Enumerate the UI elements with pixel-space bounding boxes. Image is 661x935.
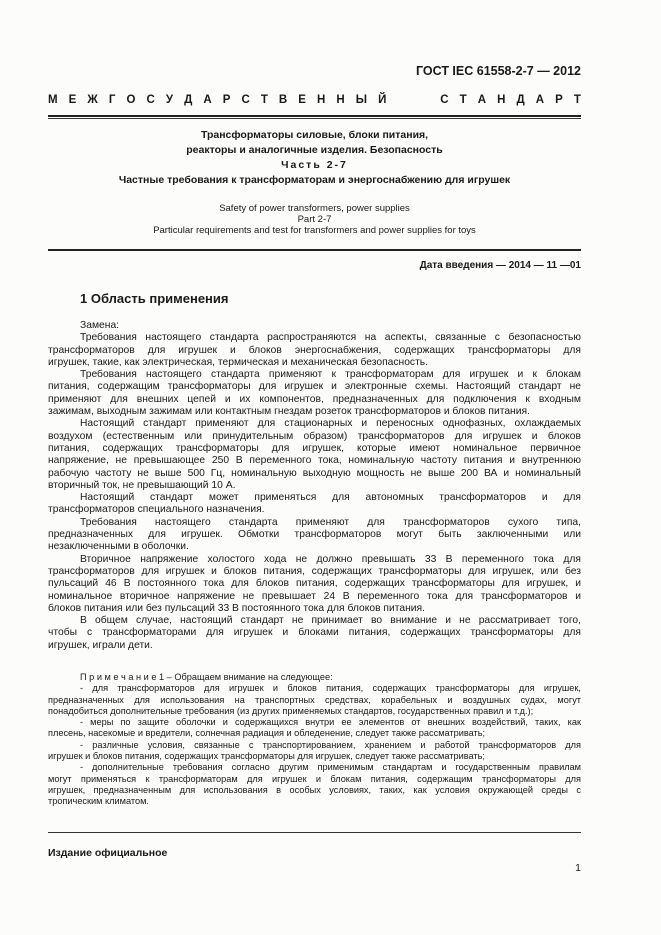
text-line: игрушек, предназначенным для использования в особых условиях, таких, как условия окружающей среды с [48, 784, 581, 795]
text-line: пульсаций 46 В постоянного тока для блоков питания, содержащих трансформаторы для игрушек, и [48, 578, 581, 590]
heading-letter: В [278, 94, 288, 106]
heading-letter: Н [317, 94, 326, 106]
title-en-line-1: Safety of power transformers, power supplies [219, 203, 410, 214]
heading-letter: Ж [87, 94, 98, 106]
title-line-1: Трансформаторы силовые, блоки питания, [200, 129, 429, 141]
heading-letter: Ы [355, 94, 368, 106]
text-line: номинальное вторичное напряжение не превышает 24 В переменного тока для трансформаторов и [48, 590, 581, 602]
text-line: понадобиться дополнительные требования (из других применяемых стандартов, государственных правил и т.д.); [48, 705, 534, 716]
title-rule [48, 249, 581, 251]
text-line: Вторичное напряжение холостого хода не должно превышать 33 В переменного тока для [80, 553, 581, 565]
text-line: предназначенных для игрушек. Обмотки трансформаторов могут быть заключенными или [48, 529, 581, 541]
title-russian [48, 128, 581, 188]
heading-letter [412, 94, 415, 106]
section-title: 1 Область применения [80, 291, 229, 306]
heading-letter: Г [108, 94, 116, 106]
title-en-line-2: Particular requirements and test for transformers and power supplies for toys [153, 225, 476, 236]
heading-letter: Т [573, 94, 581, 106]
text-line: незаключенными в оболочки. [48, 541, 189, 553]
footer-rule [48, 832, 581, 833]
heading-letter: С [241, 94, 250, 106]
header-rule-bottom [48, 118, 581, 119]
heading-letter: Н [497, 94, 506, 106]
text-line: игрушек, играли дети. [48, 639, 153, 651]
text-line: вторичный ток, не превышающий 10 А. [48, 479, 236, 491]
title-en-part: Part 2-7 [297, 214, 332, 225]
heading-letter [426, 94, 429, 106]
heading-letter: Р [555, 94, 563, 106]
text-line: - дополнительные требования согласно другим применимым стандартам и государственным правилам [80, 762, 581, 773]
heading-letter: Т [260, 94, 268, 106]
text-line: тропическим климатом. [48, 796, 149, 807]
edition-label: Издание официальное [48, 847, 168, 859]
section-body [48, 320, 581, 652]
page-number: 1 [575, 862, 581, 874]
text-line: Настоящий стандарт применяют для стационарных и переносных однофазных, охлаждаемых [80, 418, 581, 430]
text-line: трансформаторов для игрушек и блоков питания, содержащих трансформаторы для игрушек, или без [48, 565, 581, 577]
heading-letter: А [203, 94, 212, 106]
text-line: плесень, насекомые и вредители, солнечная радиация и обледенение, следует также рассматривать; [48, 728, 486, 739]
text-line: воздухом (естественным или принудительным образом) трансформаторов для игрушек и блоков [48, 430, 581, 442]
heading-letter: Й [378, 94, 387, 106]
heading-letter: А [477, 94, 486, 106]
heading-letter: Д [184, 94, 193, 106]
text-line: - различные условия, связанные с транспортированием, хранением и работой трансформаторов для [80, 739, 581, 750]
heading-letter: С [146, 94, 155, 106]
header-rule-top [48, 115, 581, 117]
text-line: применяют для внешних цепей и их компонентов, предназначенных для подключения к входным [48, 393, 581, 405]
text-line: Настоящий стандарт может применяться для автономных трансформаторов и для [80, 492, 581, 504]
text-line: предназначенных для использования на транспортных средствах, корабельных и воздушных судах, могут [48, 694, 581, 705]
title-subtitle: Частные требования к трансформаторам и энергоснабжению для игрушек [118, 174, 511, 186]
text-line: питания, содержащим трансформаторы для игрушек и электронные схемы. Настоящий стандарт не [48, 381, 581, 393]
title-english [48, 203, 581, 236]
text-line: трансформаторов для игрушек и блоков энергоснабжения, содержащих трансформаторы для [48, 344, 581, 356]
heading-letter: Е [298, 94, 306, 106]
title-line-2: реакторы и аналогичные изделия. Безопасность [186, 144, 443, 156]
introduction-date: Дата введения — 2014 — 11 —01 [419, 260, 581, 271]
text-line: могут применяться к трансформаторам для игрушек и блокам питания, содержащим трансформаторы для [48, 773, 581, 784]
text-line: Требования настоящего стандарта применяют к трансформаторам для игрушек и к блокам [80, 369, 581, 381]
heading-letter: Н [336, 94, 345, 106]
heading-letter [397, 94, 400, 106]
standard-type-heading [48, 94, 581, 106]
text-line: напряжение, не превышающее 250 В переменного тока, номинальную частоту питания и внутреннюю [48, 455, 581, 467]
text-line: игрушек и блоков питания, содержащих трансформаторы для игрушек, следует также рассматривать; [48, 751, 485, 762]
text-line: - для трансформаторов для игрушек и блоков питания, содержащих трансформаторы для игрушек, [80, 683, 581, 694]
text-line: - меры по защите оболочки и содержащихся внутри ее элементов от внешних воздействий, таких, как [80, 717, 581, 728]
text-line: питания, содержащих трансформаторы для игрушек, которые имеют номинальное первичное [48, 442, 581, 454]
heading-letter: О [126, 94, 136, 106]
text-line: П р и м е ч а н и е 1 – Обращаем внимание на следующее: [80, 672, 333, 682]
text-line: зажимам, выходным зажимам или контактным гнездам розеток трансформаторов и блоков питания. [48, 406, 530, 418]
text-line: трансформаторов специального назначения. [48, 504, 265, 516]
heading-letter: У [165, 94, 173, 106]
text-line: Замена: [80, 320, 120, 331]
text-line: блоков питания или без пульсаций 33 В постоянного тока для блоков питания. [48, 602, 425, 614]
heading-letter: Д [516, 94, 525, 106]
heading-letter: С [440, 94, 449, 106]
heading-letter: Т [459, 94, 467, 106]
heading-letter: М [48, 94, 58, 106]
text-line: Требования настоящего стандарта распространяются на аспекты, связанные с безопасностью [80, 332, 581, 344]
text-line: Требования настоящего стандарта применяют для трансформаторов сухого типа, [80, 516, 581, 528]
heading-letter: Е [68, 94, 77, 106]
section-note [48, 672, 581, 808]
text-line: чтобы с трансформаторами для игрушек и блоками питания, содержащих трансформаторы для [48, 627, 581, 639]
heading-letter: А [535, 94, 545, 106]
text-line: В общем случае, настоящий стандарт не принимает во внимание и не рассматривает того, [80, 615, 581, 627]
heading-letter: Р [222, 94, 231, 106]
title-part: Часть 2-7 [281, 159, 348, 171]
text-line: рабочую частоту не выше 500 Гц, номинальную выходную мощность не выше 200 ВА и номинальный [48, 467, 581, 479]
text-line: игрушек, такие, как электрическая, термическая и механическая безопасность. [48, 356, 429, 368]
standard-code: ГОСТ IEC 61558-2-7 — 2012 [415, 64, 581, 78]
